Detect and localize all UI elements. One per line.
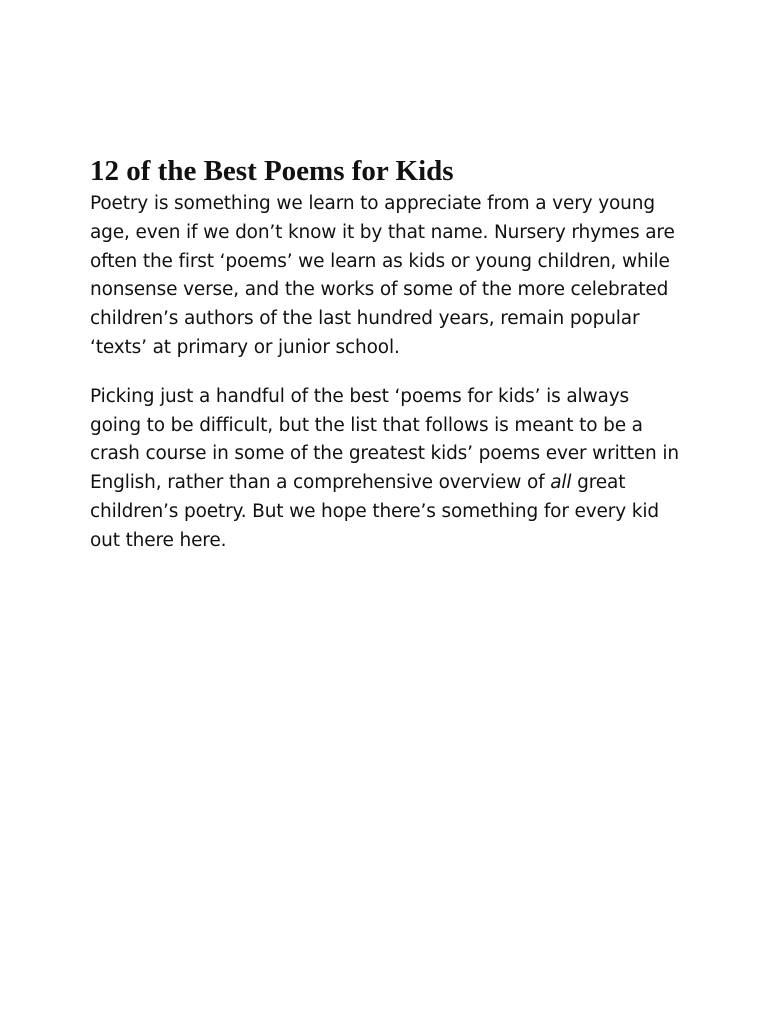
paragraph-line: often the first ‘poems’ we learn as kids or young children, while: [90, 250, 670, 272]
paragraph-line: ‘texts’ at primary or junior school.: [90, 336, 400, 358]
page-title: 12 of the Best Poems for Kids: [90, 155, 454, 187]
intro-paragraph: [90, 190, 682, 363]
paragraph-line: nonsense verse, and the works of some of the more celebrated: [90, 279, 669, 301]
emphasized-word: all: [550, 472, 572, 494]
paragraph-line: crash course in some of the greatest kids’ poems ever written in: [90, 443, 679, 465]
paragraph-line: children’s authors of the last hundred years, remain popular: [90, 308, 640, 330]
document-page: [90, 154, 682, 556]
paragraph-line: out there here.: [90, 529, 227, 551]
line-text-before: English, rather than a comprehensive overview of: [90, 472, 551, 494]
line-text-after: great: [571, 472, 626, 494]
paragraph-line: going to be difficult, but the list that follows is meant to be a: [90, 414, 643, 436]
paragraph-line: Picking just a handful of the best ‘poems for kids’ is always: [90, 385, 629, 407]
second-paragraph: [90, 383, 682, 556]
paragraph-line: Poetry is something we learn to appreciate from a very young: [90, 193, 655, 214]
paragraph-line-with-emphasis: [90, 469, 682, 498]
paragraph-line: age, even if we don’t know it by that name. Nursery rhymes are: [90, 221, 675, 243]
paragraph-line: children’s poetry. But we hope there’s something for every kid: [90, 500, 659, 522]
